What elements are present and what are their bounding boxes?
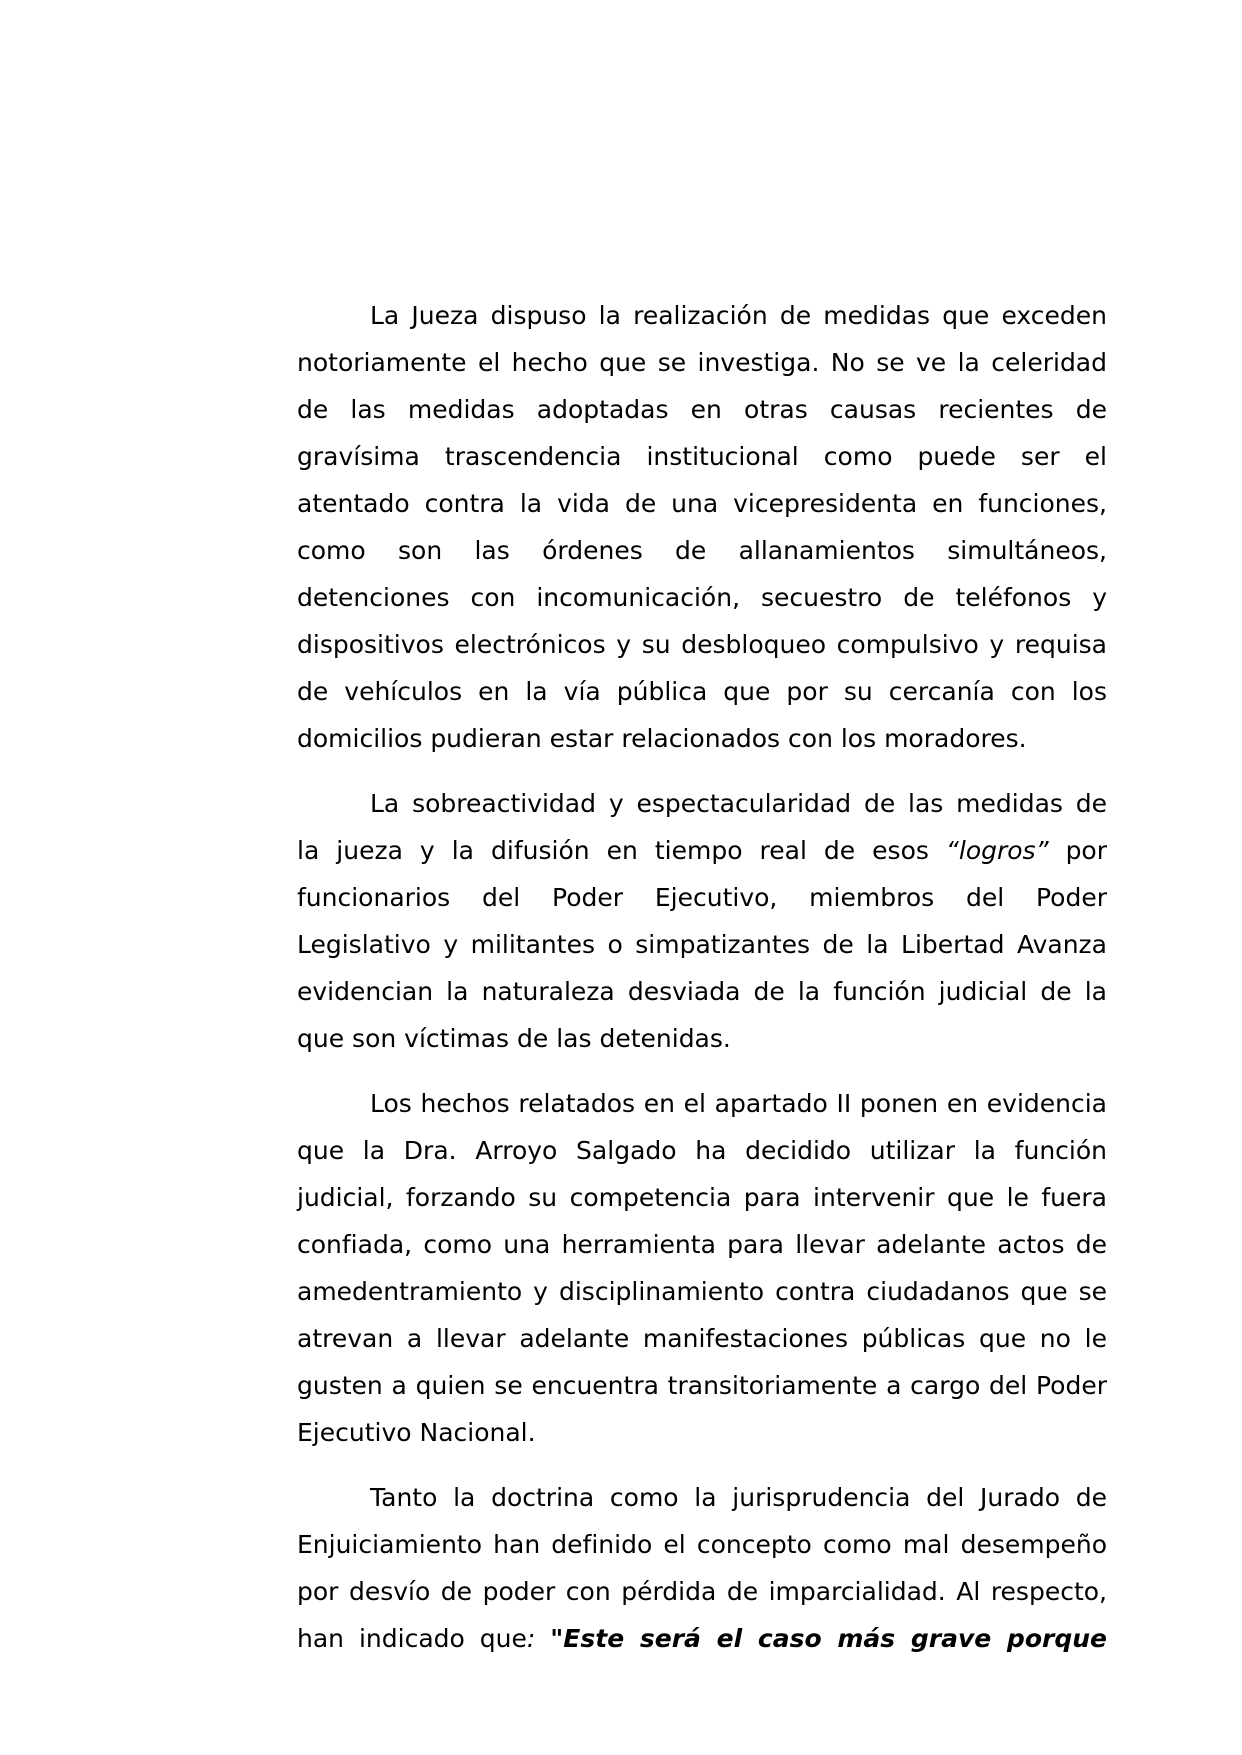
text-line bbox=[297, 527, 1107, 574]
text-segment: que la Dra. Arroyo Salgado ha decidido utilizar la función bbox=[297, 1136, 1107, 1165]
text-line bbox=[297, 1409, 1107, 1456]
text-line bbox=[297, 780, 1107, 827]
text-segment: judicial, forzando su competencia para intervenir que le fuera bbox=[297, 1183, 1107, 1212]
text-segment: evidencian la naturaleza desviada de la función judicial de la bbox=[297, 977, 1107, 1006]
text-segment: Enjuiciamiento han definido el concepto como mal desempeño bbox=[297, 1530, 1107, 1559]
text-line bbox=[297, 1080, 1107, 1127]
text-segment: funcionarios del Poder Ejecutivo, miembros del Poder bbox=[297, 883, 1107, 912]
text-segment: domicilios pudieran estar relacionados con los moradores. bbox=[297, 724, 1027, 753]
text-line bbox=[297, 1221, 1107, 1268]
text-segment: dispositivos electrónicos y su desbloqueo compulsivo y requisa bbox=[297, 630, 1107, 659]
text-line bbox=[297, 668, 1107, 715]
text-segment: "Este será el caso más grave porque bbox=[550, 1624, 1107, 1653]
text-segment: La Jueza dispuso la realización de medidas que exceden bbox=[370, 301, 1107, 330]
text-line bbox=[297, 1315, 1107, 1362]
text-segment: han indicado que bbox=[297, 1624, 527, 1653]
text-line bbox=[297, 1568, 1107, 1615]
paragraph bbox=[297, 1474, 1107, 1662]
text-segment: atrevan a llevar adelante manifestaciones públicas que no le bbox=[297, 1324, 1107, 1353]
text-segment: de las medidas adoptadas en otras causas recientes de bbox=[297, 395, 1107, 424]
text-line bbox=[297, 874, 1107, 921]
paragraph bbox=[297, 780, 1107, 1062]
text-segment: gravísima trascendencia institucional como puede ser el bbox=[297, 442, 1107, 471]
text-segment: que son víctimas de las detenidas. bbox=[297, 1024, 731, 1053]
text-line bbox=[297, 921, 1107, 968]
text-line bbox=[297, 339, 1107, 386]
text-line bbox=[297, 1127, 1107, 1174]
text-line bbox=[297, 621, 1107, 668]
text-line bbox=[297, 1615, 1107, 1662]
text-line bbox=[297, 433, 1107, 480]
text-segment: por desvío de poder con pérdida de imparcialidad. Al respecto, bbox=[297, 1577, 1107, 1606]
text-segment: como son las órdenes de allanamientos simultáneos, bbox=[297, 536, 1107, 565]
paragraph bbox=[297, 292, 1107, 762]
text-segment: Ejecutivo Nacional. bbox=[297, 1418, 536, 1447]
text-segment: detenciones con incomunicación, secuestro de teléfonos y bbox=[297, 583, 1107, 612]
text-segment: la jueza y la difusión en tiempo real de esos bbox=[297, 836, 946, 865]
text-line bbox=[297, 292, 1107, 339]
text-segment: notoriamente el hecho que se investiga. No se ve la celeridad bbox=[297, 348, 1107, 377]
text-line bbox=[297, 1268, 1107, 1315]
body-text bbox=[297, 292, 1107, 1662]
text-segment: Tanto la doctrina como la jurisprudencia del Jurado de bbox=[370, 1483, 1107, 1512]
text-segment: por bbox=[1048, 836, 1108, 865]
text-segment: atentado contra la vida de una vicepresidenta en funciones, bbox=[297, 489, 1107, 518]
text-line bbox=[297, 968, 1107, 1015]
text-segment: La sobreactividad y espectacularidad de las medidas de bbox=[370, 789, 1107, 818]
text-line bbox=[297, 574, 1107, 621]
text-segment: confiada, como una herramienta para llevar adelante actos de bbox=[297, 1230, 1107, 1259]
text-line bbox=[297, 715, 1107, 762]
text-segment: amedentramiento y disciplinamiento contra ciudadanos que se bbox=[297, 1277, 1107, 1306]
paragraphs-container bbox=[297, 292, 1107, 1662]
text-segment: Legislativo y militantes o simpatizantes de la Libertad Avanza bbox=[297, 930, 1107, 959]
text-line bbox=[297, 1474, 1107, 1521]
text-line bbox=[297, 480, 1107, 527]
text-line bbox=[297, 1174, 1107, 1221]
text-line bbox=[297, 1521, 1107, 1568]
text-segment: “logros” bbox=[945, 836, 1049, 865]
text-line bbox=[297, 827, 1107, 874]
text-segment: de vehículos en la vía pública que por su cercanía con los bbox=[297, 677, 1107, 706]
text-line bbox=[297, 386, 1107, 433]
text-line bbox=[297, 1015, 1107, 1062]
text-segment: Los hechos relatados en el apartado II ponen en evidencia bbox=[370, 1089, 1107, 1118]
text-segment: gusten a quien se encuentra transitoriamente a cargo del Poder bbox=[297, 1371, 1107, 1400]
paragraph bbox=[297, 1080, 1107, 1456]
text-segment: : bbox=[526, 1624, 551, 1653]
text-line bbox=[297, 1362, 1107, 1409]
